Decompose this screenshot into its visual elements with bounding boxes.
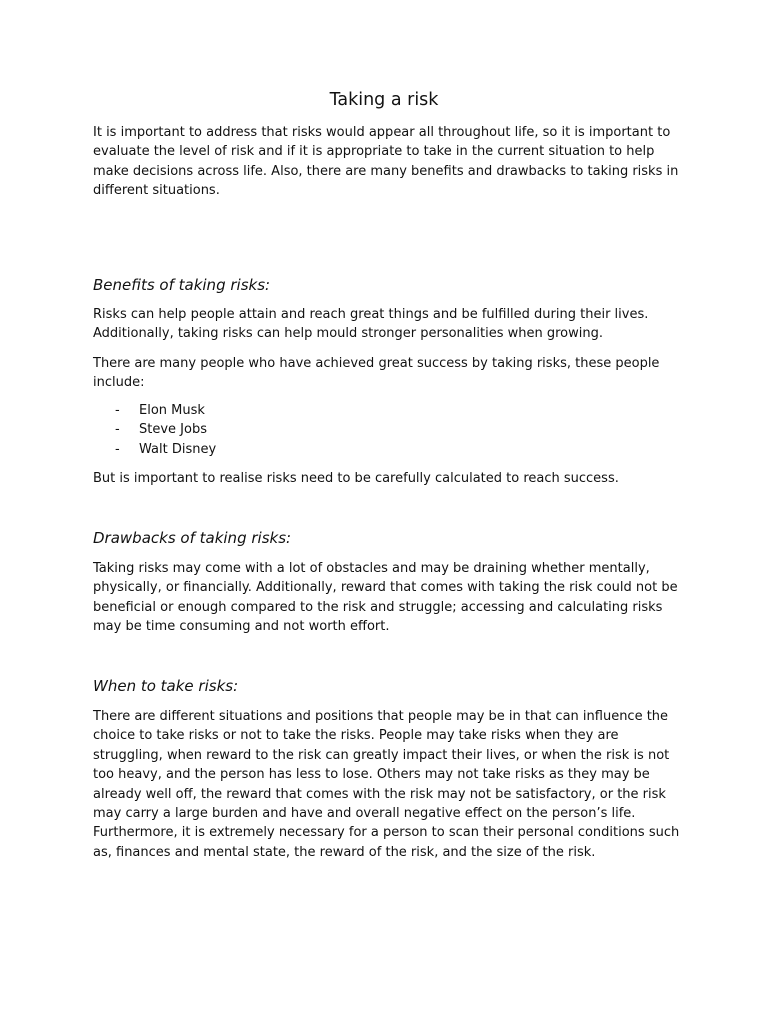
benefits-heading: Benefits of taking risks: (93, 276, 271, 294)
list-dash: - (115, 403, 120, 418)
benefits-paragraph-1: Risks can help people attain and reach great things and be fulfilled during their lives. Additionally, taking risks can help mould stronger personalities when growing. (93, 307, 649, 342)
list-item (93, 420, 683, 439)
when-paragraph: There are different situations and positions that people may be in that can influence the choice to take risks or not to take the risks. People may take risks when they are struggling, when reward to the risk can greatly impact their lives, or when the risk is not too heavy, and the person has less to lose. Others may not take risks as they may be already well off, the reward that comes with the risk may not be satisfactory, or the risk may carry a large burden and have and overall negative effect on the person’s life. Furthermore, it is extremely necessary for a person to scan their personal conditions such as, finances and mental state, the reward of the risk, and the size of the risk. (93, 709, 680, 860)
success-people-list (93, 401, 683, 459)
list-item-text: Steve Jobs (139, 422, 207, 438)
list-dash: - (115, 422, 120, 438)
list-item (93, 401, 683, 420)
when-heading: When to take risks: (93, 677, 239, 695)
list-dash: - (115, 441, 120, 457)
benefits-paragraph-2: There are many people who have achieved great success by taking risks, these people include: (93, 356, 660, 391)
drawbacks-paragraph: Taking risks may come with a lot of obstacles and may be draining whether mentally, physically, or financially. Additionally, reward that comes with taking the risk could not be beneficial or enough compared to the risk and struggle; accessing and calculating risks may be time consuming and not worth effort. (93, 561, 678, 635)
drawbacks-heading: Drawbacks of taking risks: (93, 529, 292, 547)
benefits-paragraph-3: But is important to realise risks need to be carefully calculated to reach success. (93, 471, 619, 486)
list-item-text: Walt Disney (139, 441, 217, 457)
intro-paragraph: It is important to address that risks would appear all throughout life, so it is important to evaluate the level of risk and if it is appropriate to take in the current situation to help make decisions across life. Also, there are many benefits and drawbacks to taking risks in different situations. (93, 125, 679, 199)
document-title: Taking a risk (329, 90, 439, 110)
list-item-text: Elon Musk (139, 403, 205, 418)
list-item (93, 440, 683, 459)
